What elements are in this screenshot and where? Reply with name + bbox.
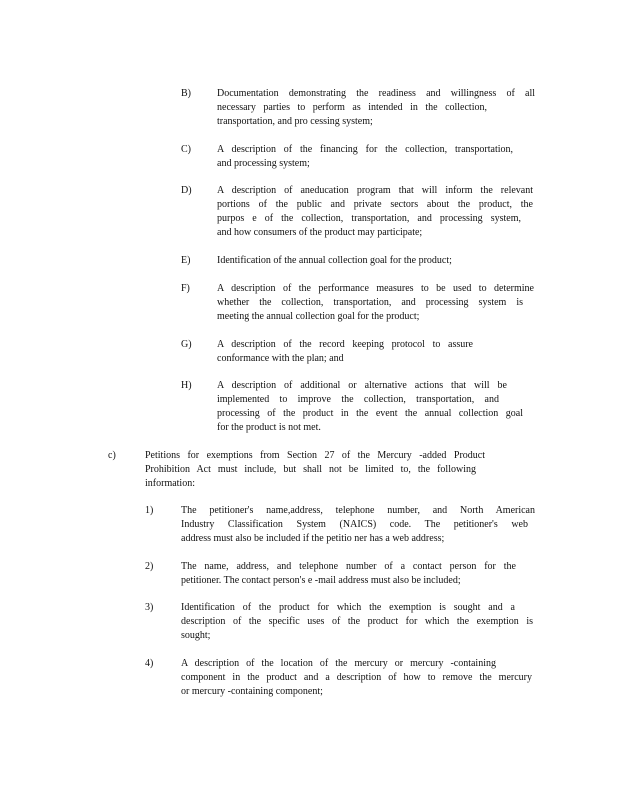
- item-label: F): [181, 283, 190, 294]
- item-text: [217, 338, 473, 366]
- text-line: information:: [145, 478, 195, 489]
- text-line: implemented to improve the collection, transportation, and: [217, 394, 499, 405]
- text-line: meeting the annual collection goal for the product;: [217, 311, 420, 322]
- text-line: portions of the public and private sectors about the product, the: [217, 199, 533, 210]
- text-line: A description of the performance measures to be used to determine: [217, 283, 534, 294]
- item-label: B): [181, 88, 191, 99]
- text-line: Identification of the product for which the exemption is sought and a: [181, 602, 515, 613]
- item-text: [181, 560, 516, 588]
- text-line: sought;: [181, 630, 211, 641]
- text-line: necessary parties to perform as intended in the collection,: [217, 102, 487, 113]
- section-label: c): [108, 450, 116, 461]
- text-line: The petitioner's name,address, telephone number, and North American: [181, 505, 535, 516]
- item-label: 2): [145, 561, 154, 572]
- text-line: transportation, and pro cessing system;: [217, 116, 373, 127]
- section-text: [145, 449, 485, 491]
- text-line: description of the specific uses of the product for which the exemption is: [181, 616, 533, 627]
- text-line: Documentation demonstrating the readiness and willingness of all: [217, 88, 535, 99]
- text-line: petitioner. The contact person's e -mail address must also be included;: [181, 575, 461, 586]
- text-line: whether the collection, transportation, and processing system is: [217, 297, 523, 308]
- text-line: Identification of the annual collection goal for the product;: [217, 255, 452, 266]
- item-text: [217, 379, 523, 435]
- item-text: [217, 282, 534, 324]
- text-line: A description of the financing for the collection, transportation,: [217, 144, 513, 155]
- text-line: Prohibition Act must include, but shall not be limited to, the following: [145, 464, 476, 475]
- item-text: [181, 657, 532, 699]
- item-label: 1): [145, 505, 154, 516]
- text-line: A description of the location of the mercury or mercury -containing: [181, 658, 496, 669]
- text-line: address must also be included if the petitio ner has a web address;: [181, 533, 445, 544]
- item-text: [217, 254, 533, 268]
- item-text: [217, 184, 533, 240]
- item-text: [217, 87, 535, 129]
- text-line: The name, address, and telephone number of a contact person for the: [181, 561, 516, 572]
- text-line: or mercury -containing component;: [181, 686, 323, 697]
- text-line: Petitions for exemptions from Section 27 of the Mercury -added Product: [145, 450, 485, 461]
- item-label: C): [181, 144, 191, 155]
- text-line: A description of the record keeping protocol to assure: [217, 339, 473, 350]
- text-line: and how consumers of the product may participate;: [217, 227, 423, 238]
- text-line: A description of aneducation program that will inform the relevant: [217, 185, 533, 196]
- text-line: component in the product and a description of how to remove the mercury: [181, 672, 532, 683]
- text-line: for the product is not met.: [217, 422, 321, 433]
- text-line: Industry Classification System (NAICS) code. The petitioner's web: [181, 519, 528, 530]
- text-line: processing of the product in the event the annual collection goal: [217, 408, 523, 419]
- item-label: 3): [145, 602, 154, 613]
- item-label: G): [181, 339, 192, 350]
- text-line: A description of additional or alternative actions that will be: [217, 380, 507, 391]
- item-label: D): [181, 185, 192, 196]
- item-text: [181, 504, 535, 546]
- text-line: conformance with the plan; and: [217, 353, 344, 364]
- item-text: [217, 143, 513, 171]
- item-text: [181, 601, 533, 643]
- text-line: purpos e of the collection, transportation, and processing system,: [217, 213, 521, 224]
- item-label: 4): [145, 658, 154, 669]
- item-label: E): [181, 255, 191, 266]
- text-line: and processing system;: [217, 158, 310, 169]
- item-label: H): [181, 380, 192, 391]
